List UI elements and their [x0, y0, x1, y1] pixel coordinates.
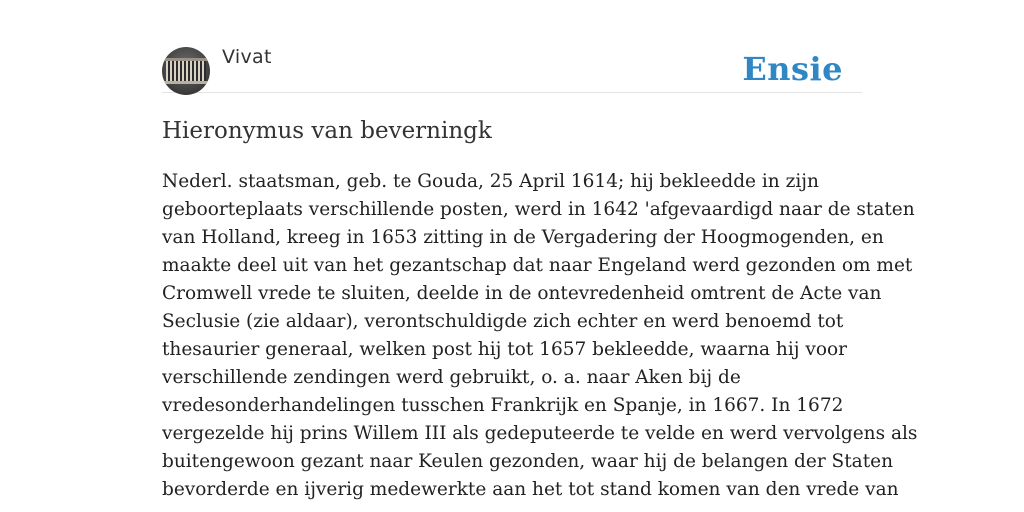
page: [162, 0, 918, 512]
body-line: verschillende zendingen werd gebruikt, o. a. naar Aken bij de: [162, 367, 741, 388]
body-line: buitengewoon gezant naar Keulen gezonden, waar hij de belangen der Staten: [162, 451, 893, 472]
site-name-link[interactable]: Vivat: [222, 46, 272, 68]
header: [162, 46, 862, 93]
body-line: maakte deel uit van het gezantschap dat naar Engeland werd gezonden om met: [162, 255, 913, 276]
body-line: Seclusie (zie aldaar), verontschuldigde zich echter en werd benoemd tot: [162, 311, 844, 332]
body-line: geboorteplaats verschillende posten, werd in 1642 'afgevaardigd naar de staten: [162, 199, 915, 220]
body-line: bevorderde en ijverig medewerkte aan het tot stand komen van den vrede van: [162, 479, 899, 500]
body-line: van Holland, kreeg in 1653 zitting in de Vergadering der Hoogmogenden, en: [162, 227, 884, 248]
body-line: Cromwell vrede te sluiten, deelde in de ontevredenheid omtrent de Acte van: [162, 283, 882, 304]
ensie-logo[interactable]: Ensie: [742, 50, 843, 88]
shelf-bottom: [162, 81, 210, 84]
body-line: Nederl. staatsman, geb. te Gouda, 25 April 1614; hij bekleedde in zijn: [162, 171, 819, 192]
body-line: vergezelde hij prins Willem III als gedeputeerde te velde en werd vervolgens als: [162, 423, 918, 444]
page-title: Hieronymus van beverningk: [162, 118, 492, 144]
article-body: [162, 168, 918, 504]
books: [166, 61, 206, 81]
bookshelf-avatar-icon[interactable]: [162, 47, 210, 95]
body-line: thesaurier generaal, welken post hij tot 1657 bekleedde, waarna hij voor: [162, 339, 847, 360]
body-line: vredesonderhandelingen tusschen Frankrijk en Spanje, in 1667. In 1672: [162, 395, 844, 416]
